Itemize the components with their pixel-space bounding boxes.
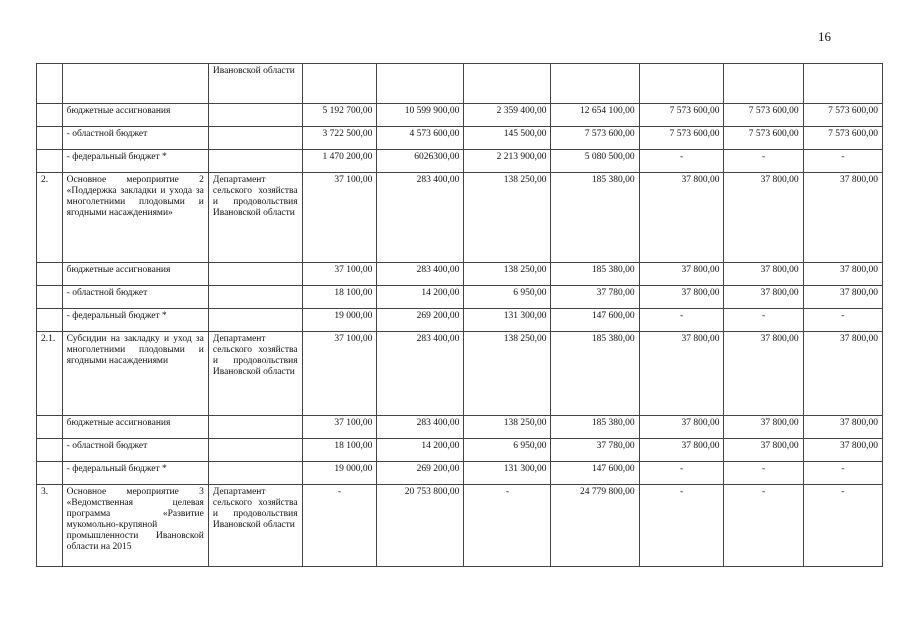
amount-cell: 37 800,00 bbox=[724, 286, 803, 309]
table-row bbox=[37, 286, 883, 309]
amount-cell: 14 200,00 bbox=[377, 286, 464, 309]
amount-cell: 37 800,00 bbox=[803, 263, 882, 286]
amount-cell: 37 100,00 bbox=[302, 173, 377, 263]
amount-cell: - bbox=[639, 309, 724, 332]
budget-table-body bbox=[37, 64, 883, 567]
table-row bbox=[37, 173, 883, 263]
amount-cell: 147 600,00 bbox=[551, 309, 639, 332]
row-number-cell bbox=[37, 150, 63, 173]
executor-cell bbox=[208, 263, 302, 286]
amount-cell: 269 200,00 bbox=[377, 462, 464, 485]
row-number-cell: 2.1. bbox=[37, 332, 63, 416]
amount-cell: 37 800,00 bbox=[639, 286, 724, 309]
executor-cell bbox=[208, 150, 302, 173]
amount-cell: 185 380,00 bbox=[551, 263, 639, 286]
row-number-cell: 3. bbox=[37, 485, 63, 567]
amount-cell: 37 800,00 bbox=[639, 173, 724, 263]
row-number-cell bbox=[37, 263, 63, 286]
amount-cell: 18 100,00 bbox=[302, 286, 377, 309]
activity-name-cell: Основное мероприятие 2 «Поддержка закладки и ухода за многолетними плодовыми и ягодными насаждениями» bbox=[62, 173, 208, 263]
amount-cell: 283 400,00 bbox=[377, 332, 464, 416]
amount-cell: 7 573 600,00 bbox=[639, 104, 724, 127]
executor-cell bbox=[208, 439, 302, 462]
row-number-cell bbox=[37, 309, 63, 332]
table-row bbox=[37, 150, 883, 173]
amount-cell: 138 250,00 bbox=[464, 332, 551, 416]
amount-cell: 12 654 100,00 bbox=[551, 104, 639, 127]
amount-cell: 2 213 900,00 bbox=[464, 150, 551, 173]
row-number-cell bbox=[37, 104, 63, 127]
amount-cell: - bbox=[639, 150, 724, 173]
activity-name-cell: - областной бюджет bbox=[62, 439, 208, 462]
amount-cell: 37 100,00 bbox=[302, 332, 377, 416]
activity-name-cell: - областной бюджет bbox=[62, 127, 208, 150]
amount-cell: - bbox=[724, 309, 803, 332]
amount-cell: - bbox=[724, 485, 803, 567]
row-number-cell bbox=[37, 64, 63, 104]
amount-cell: 138 250,00 bbox=[464, 263, 551, 286]
amount-cell: 7 573 600,00 bbox=[724, 127, 803, 150]
executor-cell bbox=[208, 309, 302, 332]
activity-name-cell: - федеральный бюджет * bbox=[62, 150, 208, 173]
amount-cell: 14 200,00 bbox=[377, 439, 464, 462]
row-number-cell: 2. bbox=[37, 173, 63, 263]
amount-cell: 37 800,00 bbox=[724, 416, 803, 439]
amount-cell: 7 573 600,00 bbox=[639, 127, 724, 150]
executor-cell bbox=[208, 127, 302, 150]
amount-cell bbox=[803, 64, 882, 104]
amount-cell: 185 380,00 bbox=[551, 173, 639, 263]
amount-cell bbox=[377, 64, 464, 104]
executor-cell: Департамент сельского хозяйства и продовольствия Ивановской области bbox=[208, 173, 302, 263]
amount-cell: - bbox=[803, 485, 882, 567]
table-row bbox=[37, 416, 883, 439]
executor-cell bbox=[208, 104, 302, 127]
amount-cell: 283 400,00 bbox=[377, 173, 464, 263]
amount-cell: - bbox=[803, 150, 882, 173]
amount-cell: 19 000,00 bbox=[302, 309, 377, 332]
table-row bbox=[37, 332, 883, 416]
amount-cell: 10 599 900,00 bbox=[377, 104, 464, 127]
budget-table bbox=[36, 63, 883, 567]
amount-cell: 145 500,00 bbox=[464, 127, 551, 150]
activity-name-cell: - федеральный бюджет * bbox=[62, 462, 208, 485]
amount-cell: - bbox=[464, 485, 551, 567]
amount-cell: 19 000,00 bbox=[302, 462, 377, 485]
amount-cell: 5 080 500,00 bbox=[551, 150, 639, 173]
amount-cell: 18 100,00 bbox=[302, 439, 377, 462]
amount-cell: 283 400,00 bbox=[377, 263, 464, 286]
row-number-cell bbox=[37, 439, 63, 462]
amount-cell: 37 800,00 bbox=[803, 416, 882, 439]
table-row bbox=[37, 127, 883, 150]
activity-name-cell: - областной бюджет bbox=[62, 286, 208, 309]
amount-cell: 138 250,00 bbox=[464, 416, 551, 439]
amount-cell: 37 800,00 bbox=[639, 263, 724, 286]
table-row bbox=[37, 309, 883, 332]
amount-cell: 2 359 400,00 bbox=[464, 104, 551, 127]
activity-name-cell bbox=[62, 64, 208, 104]
amount-cell: 7 573 600,00 bbox=[551, 127, 639, 150]
amount-cell: 37 800,00 bbox=[724, 439, 803, 462]
amount-cell bbox=[724, 64, 803, 104]
amount-cell: 7 573 600,00 bbox=[803, 127, 882, 150]
amount-cell: 185 380,00 bbox=[551, 416, 639, 439]
page-number: 16 bbox=[818, 29, 831, 44]
amount-cell: 37 800,00 bbox=[724, 332, 803, 416]
amount-cell: 6 950,00 bbox=[464, 286, 551, 309]
amount-cell: 20 753 800,00 bbox=[377, 485, 464, 567]
executor-cell bbox=[208, 416, 302, 439]
activity-name-cell: Основное мероприятие 3 «Ведомственная целевая программа «Развитие мукомольно-крупяной промышленности Ивановской области на 2015 bbox=[62, 485, 208, 567]
amount-cell: 7 573 600,00 bbox=[803, 104, 882, 127]
activity-name-cell: бюджетные ассигнования bbox=[62, 416, 208, 439]
amount-cell bbox=[302, 64, 377, 104]
amount-cell: 37 800,00 bbox=[724, 263, 803, 286]
row-number-cell bbox=[37, 416, 63, 439]
table-row bbox=[37, 485, 883, 567]
executor-cell bbox=[208, 462, 302, 485]
amount-cell: 6026300,00 bbox=[377, 150, 464, 173]
amount-cell: 24 779 800,00 bbox=[551, 485, 639, 567]
amount-cell: 6 950,00 bbox=[464, 439, 551, 462]
amount-cell: - bbox=[302, 485, 377, 567]
activity-name-cell: бюджетные ассигнования bbox=[62, 263, 208, 286]
table-row bbox=[37, 263, 883, 286]
table-row bbox=[37, 462, 883, 485]
amount-cell: 1 470 200,00 bbox=[302, 150, 377, 173]
amount-cell bbox=[464, 64, 551, 104]
amount-cell: 7 573 600,00 bbox=[724, 104, 803, 127]
amount-cell: - bbox=[639, 462, 724, 485]
amount-cell: 147 600,00 bbox=[551, 462, 639, 485]
amount-cell: 131 300,00 bbox=[464, 309, 551, 332]
amount-cell: 5 192 700,00 bbox=[302, 104, 377, 127]
amount-cell: 4 573 600,00 bbox=[377, 127, 464, 150]
amount-cell: - bbox=[724, 462, 803, 485]
amount-cell: 37 100,00 bbox=[302, 263, 377, 286]
amount-cell: 37 800,00 bbox=[803, 286, 882, 309]
row-number-cell bbox=[37, 127, 63, 150]
executor-cell: Департамент сельского хозяйства и продовольствия Ивановской области bbox=[208, 332, 302, 416]
amount-cell: 37 800,00 bbox=[724, 173, 803, 263]
amount-cell: 37 780,00 bbox=[551, 286, 639, 309]
table-row bbox=[37, 104, 883, 127]
amount-cell: 37 780,00 bbox=[551, 439, 639, 462]
amount-cell: 37 100,00 bbox=[302, 416, 377, 439]
amount-cell: - bbox=[803, 462, 882, 485]
row-number-cell bbox=[37, 286, 63, 309]
executor-cell: Ивановской области bbox=[208, 64, 302, 104]
activity-name-cell: бюджетные ассигнования bbox=[62, 104, 208, 127]
amount-cell bbox=[639, 64, 724, 104]
amount-cell: 37 800,00 bbox=[639, 416, 724, 439]
table-row bbox=[37, 64, 883, 104]
amount-cell bbox=[551, 64, 639, 104]
amount-cell: 138 250,00 bbox=[464, 173, 551, 263]
amount-cell: 37 800,00 bbox=[639, 332, 724, 416]
activity-name-cell: - федеральный бюджет * bbox=[62, 309, 208, 332]
amount-cell: 185 380,00 bbox=[551, 332, 639, 416]
executor-cell: Департамент сельского хозяйства и продовольствия Ивановской области bbox=[208, 485, 302, 567]
amount-cell: 269 200,00 bbox=[377, 309, 464, 332]
amount-cell: 131 300,00 bbox=[464, 462, 551, 485]
row-number-cell bbox=[37, 462, 63, 485]
table-row bbox=[37, 439, 883, 462]
activity-name-cell: Субсидии на закладку и уход за многолетними плодовыми и ягодными насаждениями bbox=[62, 332, 208, 416]
amount-cell: - bbox=[803, 309, 882, 332]
amount-cell: 37 800,00 bbox=[803, 332, 882, 416]
amount-cell: - bbox=[639, 485, 724, 567]
amount-cell: - bbox=[724, 150, 803, 173]
amount-cell: 37 800,00 bbox=[639, 439, 724, 462]
executor-cell bbox=[208, 286, 302, 309]
amount-cell: 37 800,00 bbox=[803, 439, 882, 462]
amount-cell: 3 722 500,00 bbox=[302, 127, 377, 150]
amount-cell: 283 400,00 bbox=[377, 416, 464, 439]
amount-cell: 37 800,00 bbox=[803, 173, 882, 263]
